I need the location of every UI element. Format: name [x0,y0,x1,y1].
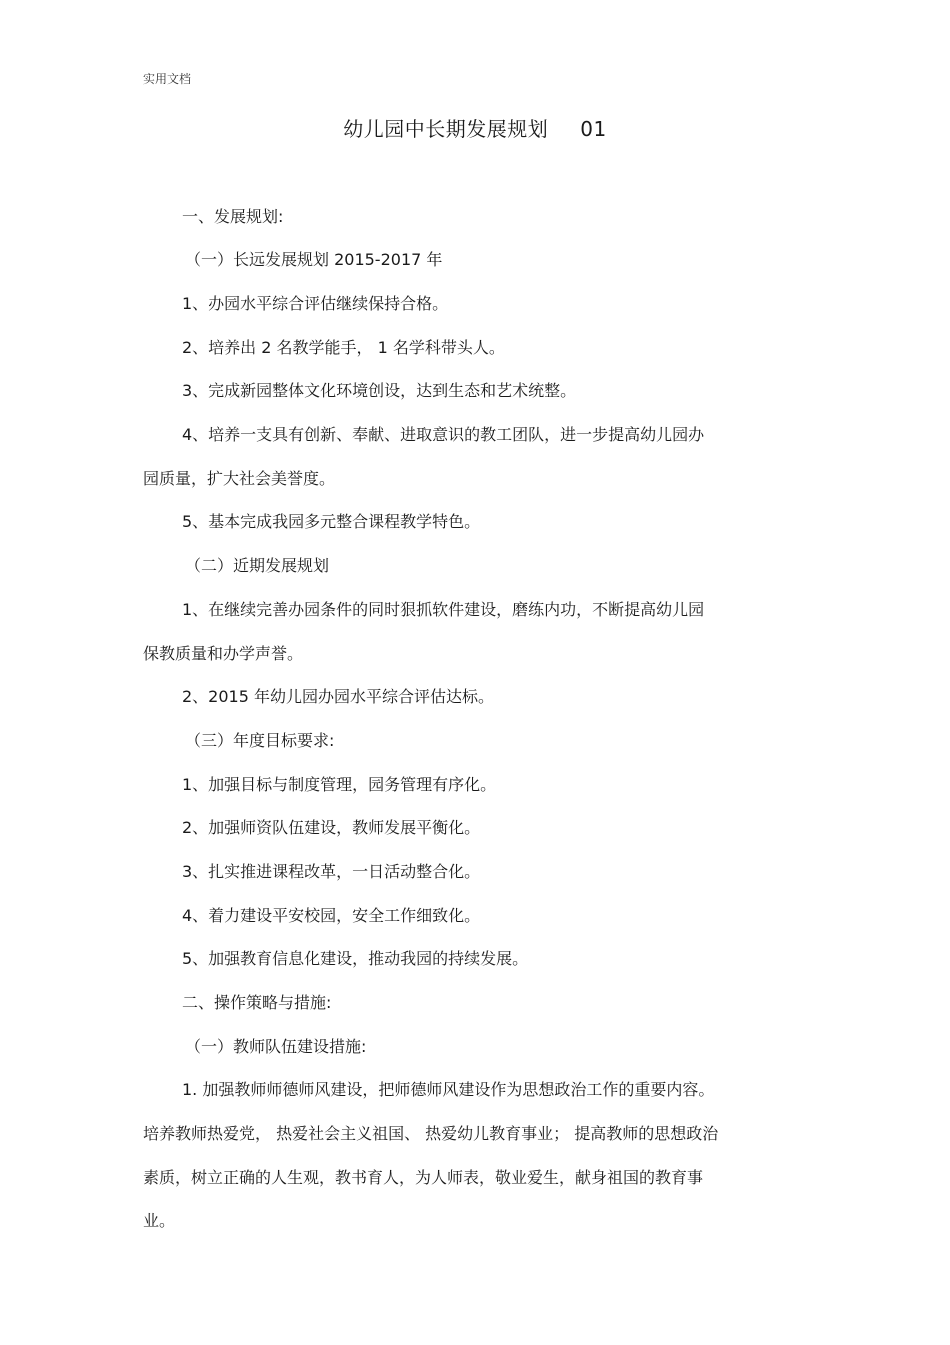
list-item-continuation: 业。 [143,1211,176,1230]
list-item: 3、扎实推进课程改革，一日活动整合化。 [182,862,481,881]
list-item: 1. 加强教师师德师风建设，把师德师风建设作为思想政治工作的重要内容。 [182,1080,715,1099]
list-item: 2、培养出 2 名教学能手， 1 名学科带头人。 [182,338,505,357]
list-item-continuation: 保教质量和办学声誉。 [143,644,304,663]
list-item: 4、着力建设平安校园，安全工作细致化。 [182,906,481,925]
subsection-heading-2-1: （一）教师队伍建设措施: [185,1037,367,1056]
subsection-heading-1-1: （一）长远发展规划 2015-2017 年 [185,250,443,269]
list-item: 5、加强教育信息化建设，推动我园的持续发展。 [182,949,529,968]
list-item: 4、培养一支具有创新、奉献、进取意识的教工团队，进一步提高幼儿园办 [182,425,705,444]
list-item: 2、加强师资队伍建设，教师发展平衡化。 [182,818,481,837]
list-item: 1、办园水平综合评估继续保持合格。 [182,294,449,313]
list-item: 1、在继续完善办园条件的同时狠抓软件建设，磨练内功，不断提高幼儿园 [182,600,705,619]
list-item: 2、2015 年幼儿园办园水平综合评估达标。 [182,687,494,706]
list-item: 1、加强目标与制度管理，园务管理有序化。 [182,775,497,794]
title-text: 幼儿园中长期发展规划 [343,117,549,141]
list-item: 5、基本完成我园多元整合课程教学特色。 [182,512,481,531]
title-number: 01 [580,117,607,141]
list-item: 3、完成新园整体文化环境创设，达到生态和艺术统整。 [182,381,577,400]
section-heading-1: 一、发展规划: [182,207,284,226]
list-item-continuation: 素质，树立正确的人生观，教书育人，为人师表，敬业爱生，献身祖国的教育事 [143,1168,704,1187]
subsection-heading-1-3: （三）年度目标要求: [185,731,335,750]
section-heading-2: 二、操作策略与措施: [182,993,332,1012]
document-title [0,113,950,142]
list-item-continuation: 培养教师热爱党， 热爱社会主义祖国、 热爱幼儿教育事业； 提高教师的思想政治 [143,1124,719,1143]
header-note: 实用文档 [143,72,192,86]
list-item-continuation: 园质量，扩大社会美誉度。 [143,469,336,488]
subsection-heading-1-2: （二）近期发展规划 [185,556,330,575]
